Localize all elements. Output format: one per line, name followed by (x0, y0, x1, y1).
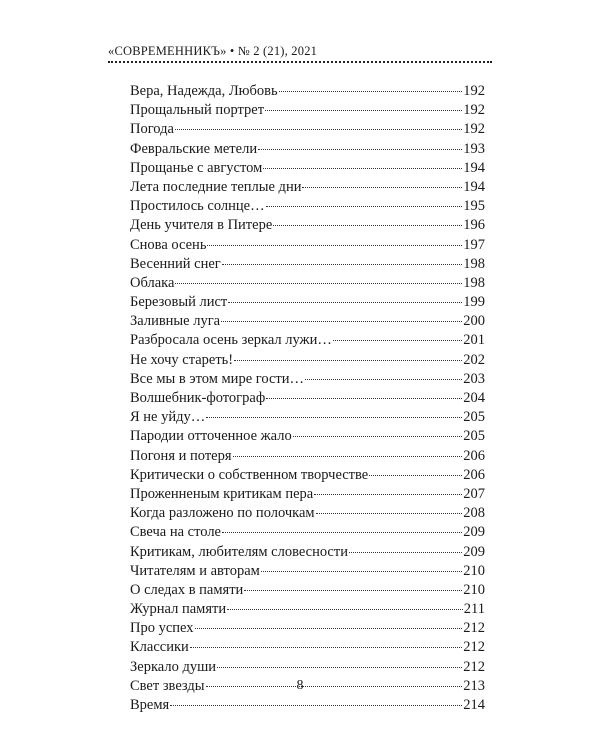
toc-entry (130, 178, 485, 197)
toc-entry (130, 197, 485, 216)
toc-entry (130, 312, 485, 331)
toc-dot-leader (258, 149, 462, 150)
toc-dot-leader (333, 340, 462, 341)
toc-entry (130, 370, 485, 389)
toc-entry (130, 351, 485, 370)
toc-entry (130, 562, 485, 581)
toc-dot-leader (266, 206, 463, 207)
toc-entry (130, 466, 485, 485)
toc-entry-title: Когда разложено по полочкам (130, 505, 315, 522)
toc-entry (130, 101, 485, 120)
toc-entry-page: 206 (463, 466, 485, 483)
toc-dot-leader (244, 590, 462, 591)
toc-dot-leader (175, 283, 462, 284)
toc-dot-leader (266, 398, 462, 399)
toc-entry (130, 140, 485, 159)
toc-entry-title: Читателям и авторам (130, 562, 260, 579)
toc-entry-page: 192 (463, 83, 485, 99)
toc-entry-page: 192 (463, 102, 485, 119)
toc-dot-leader (222, 264, 462, 265)
toc-entry-title: Погода (130, 121, 174, 138)
toc-entry-title: Классики (130, 639, 189, 656)
toc-entry (130, 619, 485, 638)
toc-dot-leader (261, 571, 462, 572)
toc-entry (130, 447, 485, 466)
toc-entry-title: Все мы в этом мире гости… (130, 370, 304, 387)
toc-dot-leader (170, 705, 462, 706)
toc-entry (130, 236, 485, 255)
toc-entry-page: 198 (463, 255, 485, 272)
toc-entry-page: 209 (463, 543, 485, 560)
toc-dot-leader (314, 494, 462, 495)
toc-entry (130, 408, 485, 427)
toc-entry-page: 206 (463, 447, 485, 464)
toc-entry-title: Журнал памяти (130, 601, 227, 618)
toc-entry (130, 293, 485, 312)
toc-entry (130, 427, 485, 446)
toc-entry-title: Волшебник-фотограф (130, 390, 266, 406)
header-dotted-rule (108, 61, 492, 63)
toc-entry (130, 504, 485, 523)
toc-entry (130, 485, 485, 504)
page-number: 8 (296, 678, 304, 693)
toc-dot-leader (207, 245, 462, 246)
toc-entry (130, 543, 485, 562)
toc-entry-page: 211 (463, 601, 485, 618)
toc-entry-title: Заливные луга (130, 313, 221, 330)
toc-dot-leader (228, 302, 462, 303)
toc-dot-leader (316, 513, 463, 514)
toc-entry-title: Пародии отточенное жало (130, 428, 292, 445)
toc-entry-page: 197 (463, 236, 485, 253)
toc-dot-leader (221, 321, 462, 322)
toc-entry-page: 192 (463, 121, 485, 138)
toc-entry-page: 210 (463, 562, 485, 579)
toc-entry-title: Зеркало души (130, 658, 217, 675)
toc-entry-page: 202 (463, 351, 485, 368)
toc-dot-leader (195, 628, 463, 629)
toc-entry-title: Погоня и потеря (130, 447, 232, 464)
toc-entry-title: Свеча на столе (130, 524, 221, 541)
toc-entry-page: 198 (463, 274, 485, 291)
toc-entry-title: Время (130, 697, 170, 713)
toc-entry-title: Свет звезды (130, 677, 205, 694)
toc-entry (130, 389, 485, 408)
toc-entry-page: 203 (463, 370, 485, 387)
toc-entry-title: Не хочу стареть! (130, 351, 234, 368)
toc-entry-page: 194 (463, 159, 485, 176)
toc-entry-page: 209 (463, 524, 485, 541)
toc-entry-title: Простилось солнце… (130, 198, 265, 215)
toc-entry-title: День учителя в Питере (130, 217, 273, 234)
toc-entry-title: Критически о собственном творчестве (130, 466, 369, 483)
toc-dot-leader (206, 417, 462, 418)
toc-entry-page: 196 (463, 217, 485, 234)
toc-entry-title: Я не уйду… (130, 409, 206, 426)
toc-entry-title: Критикам, любителям словесности (130, 543, 348, 560)
toc-entry-page: 212 (463, 639, 485, 656)
toc-entry (130, 82, 485, 101)
toc-entry (130, 159, 485, 178)
toc-entry-page: 193 (463, 140, 485, 157)
toc-entry-page: 204 (463, 390, 485, 406)
toc-entry-page: 207 (463, 485, 485, 502)
toc-dot-leader (293, 436, 463, 437)
toc-entry (130, 216, 485, 235)
toc-entry-title: Разбросала осень зеркал лужи… (130, 332, 332, 349)
toc-entry-page: 201 (463, 332, 485, 349)
toc-entry-page: 212 (463, 658, 485, 675)
toc-dot-leader (234, 360, 462, 361)
toc-dot-leader (190, 647, 462, 648)
toc-dot-leader (263, 168, 462, 169)
table-of-contents (130, 82, 485, 715)
toc-dot-leader (217, 667, 462, 668)
toc-dot-leader (273, 225, 462, 226)
toc-entry-page: 194 (463, 178, 485, 195)
running-header: «СОВРЕМЕННИКЪ» • № 2 (21), 2021 (108, 44, 318, 58)
toc-entry-title: Проженненым критикам пера (130, 485, 314, 502)
toc-entry-page: 205 (463, 428, 485, 445)
toc-entry-page: 210 (463, 581, 485, 598)
toc-entry (130, 120, 485, 139)
toc-entry-title: Февральские метели (130, 140, 258, 157)
toc-dot-leader (265, 110, 462, 111)
toc-entry (130, 274, 485, 293)
toc-entry (130, 696, 485, 715)
toc-entry (130, 658, 485, 677)
toc-entry-page: 214 (463, 697, 485, 713)
toc-entry-title: Облака (130, 274, 175, 291)
toc-entry (130, 255, 485, 274)
toc-entry (130, 331, 485, 350)
toc-dot-leader (349, 552, 462, 553)
toc-entry (130, 523, 485, 542)
toc-dot-leader (233, 456, 463, 457)
toc-entry-title: Прощальный портрет (130, 102, 265, 119)
toc-dot-leader (305, 379, 462, 380)
toc-entry-title: О следах в памяти (130, 581, 244, 598)
toc-entry-title: Весенний снег (130, 255, 221, 272)
toc-dot-leader (279, 91, 463, 92)
toc-entry-title: Снова осень (130, 236, 207, 253)
toc-dot-leader (369, 475, 462, 476)
toc-dot-leader (222, 532, 462, 533)
toc-entry-title: Прощанье с августом (130, 159, 263, 176)
toc-entry-page: 213 (463, 677, 485, 694)
toc-entry (130, 600, 485, 619)
toc-dot-leader (302, 187, 462, 188)
toc-entry (130, 638, 485, 657)
toc-entry-page: 195 (463, 198, 485, 215)
toc-entry-title: Вера, Надежда, Любовь (130, 83, 278, 99)
toc-entry-page: 199 (463, 294, 485, 311)
toc-entry-page: 205 (463, 409, 485, 426)
toc-entry-page: 208 (463, 505, 485, 522)
toc-entry-page: 212 (463, 620, 485, 637)
toc-entry-title: Про успех (130, 620, 194, 637)
toc-dot-leader (175, 129, 462, 130)
toc-entry-title: Лета последние теплые дни (130, 178, 302, 195)
toc-entry (130, 581, 485, 600)
toc-dot-leader (227, 609, 463, 610)
toc-entry-page: 200 (463, 313, 485, 330)
toc-entry-title: Березовый лист (130, 294, 228, 311)
